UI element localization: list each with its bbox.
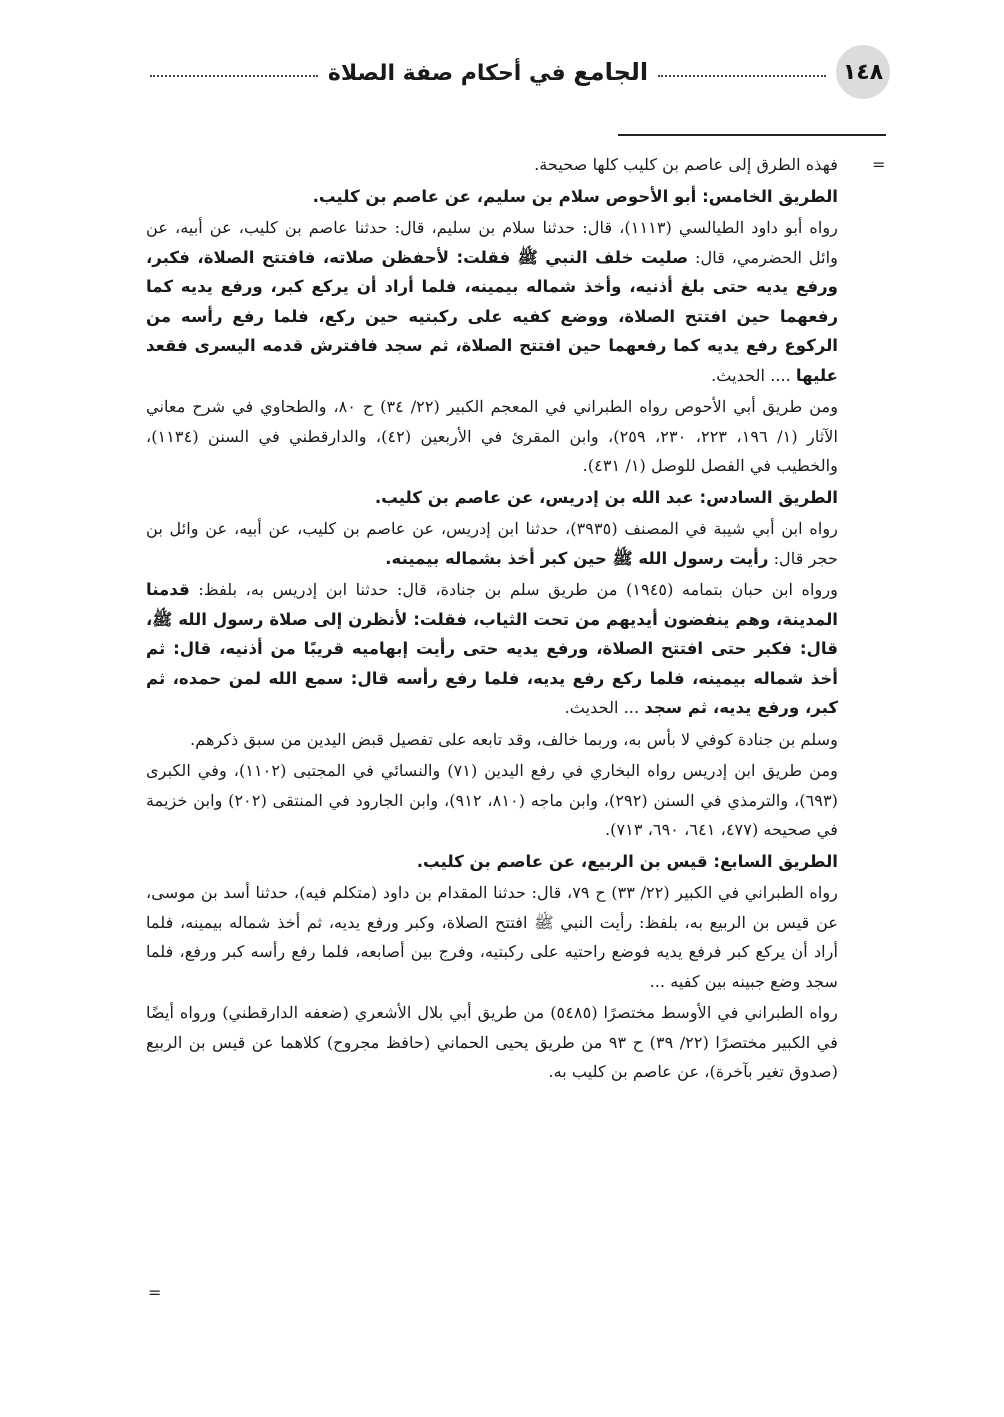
text-segment: رواه أبو داود الطيالسي (١١١٣)، قال: حدثنا سلام بن سليم، قال: حدثنا عاصم بن كليب، عن أبيه، عن وائل الحضرمي، قال:: [146, 218, 838, 267]
footnote-paragraph: [146, 514, 838, 573]
footnote-separator: [618, 134, 886, 136]
bold-text-segment: صليت خلف النبي ﷺ فقلت: لأحفظن صلاته، فافتتح الصلاة، فكبر، ورفع يديه حتى بلغ أذنيه، وأخذ شماله بيمينه، فلما أراد أن يركع كبر، ورفع يديه كما رفعهما حين افتتح الصلاة، ووضع كفيه على ركبتيه حين ركع، فلما رفع رأسه من الركوع رفع يديه كما رفعهما حين افتتح الصلاة، ثم سجد فافترش قدمه اليسرى فقعد عليها: [146, 247, 838, 385]
book-title: [328, 58, 648, 86]
text-segment: ... الحديث.: [564, 698, 645, 717]
footnote-paragraph: [146, 998, 838, 1087]
text-segment: .... الحديث.: [711, 365, 796, 385]
bold-text-segment: الطريق الخامس: أبو الأحوص سلام بن سليم، عن عاصم بن كليب.: [312, 186, 838, 206]
text-segment: رواه الطبراني في الكبير (٢٢/ ٣٣) ح ٧٩، قال: حدثنا المقدام بن داود (متكلم فيه)، حدثنا أسد بن موسى، عن قيس بن الربيع به، بلفظ: رأيت النبي ﷺ افتتح الصلاة، وكبر ورفع يديه، ثم أخذ شماله بيمينه، فلما أراد أن يركع كبر فرفع يديه فوضع راحتيه على ركبتيه، وفرج بين أصابعه، فلما رفع رأسه كبر ورفع، فلما سجد وضع جبينه بين كفيه ...: [146, 883, 838, 991]
running-header: [140, 44, 890, 100]
footnote-paragraph: [146, 756, 838, 845]
footnote-paragraph: [146, 213, 838, 390]
text-segment: فهذه الطرق إلى عاصم بن كليب كلها صحيحة.: [534, 155, 838, 174]
footnote-paragraph: [146, 575, 838, 723]
header-dots-left: [150, 75, 318, 77]
bold-text-segment: قدمنا المدينة، وهم ينفضون أيديهم من تحت الثياب، فقلت: لأنظرن إلى صلاة رسول الله ﷺ، قال: فكبر حتى افتتح الصلاة، ورفع يديه حتى رأيت إبهاميه قريبًا من أذنيه، قال: ثم أخذ شماله بيمينه، فلما ركع رفع يديه، فلما رفع رأسه قال: سمع الله لمن حمده، ثم كبر، ورفع يديه، ثم سجد: [146, 580, 838, 717]
text-segment: وسلم بن جنادة كوفي لا بأس به، وربما خالف، وقد تابعه على تفصيل قبض اليدين من سبق ذكرهم.: [190, 729, 838, 749]
continuation-mark-bottom: =: [148, 1283, 162, 1302]
continuation-mark-top: =: [872, 155, 886, 174]
footnote-paragraph: [146, 483, 838, 513]
text-segment: ومن طريق أبي الأحوص رواه الطبراني في المعجم الكبير (٢٢/ ٣٤) ح ٨٠، والطحاوي في شرح معاني الآثار (١/ ١٩٦، ٢٢٣، ٢٣٠، ٢٥٩)، وابن المقرئ في الأربعين (٤٢)، والدارقطني في السنن (١١٣٤)، والخطيب في الفصل للوصل (١/ ٤٣١).: [146, 397, 839, 475]
footnote-paragraph: [146, 847, 838, 877]
text-segment: ورواه ابن حبان بتمامه (١٩٤٥) من طريق سلم بن جنادة، قال: حدثنا ابن إدريس به، بلفظ:: [189, 580, 838, 599]
bold-text-segment: الطريق السادس: عبد الله بن إدريس، عن عاصم بن كليب.: [374, 487, 838, 507]
book-title-sub: في أحكام صفة الصلاة: [327, 61, 566, 86]
footnote-paragraph: [146, 392, 838, 481]
footnote-paragraph: [146, 150, 838, 180]
text-segment: رواه ابن أبي شيبة في المصنف (٣٩٣٥)، حدثنا ابن إدريس، عن عاصم بن كليب، عن أبيه، عن وائل بن حجر قال:: [146, 519, 838, 568]
bold-text-segment: الطريق السابع: قيس بن الربيع، عن عاصم بن كليب.: [416, 851, 838, 871]
text-segment: رواه الطبراني في الأوسط مختصرًا (٥٤٨٥) من طريق أبي بلال الأشعري (ضعفه الدارقطني) ورواه أيضًا في الكبير مختصرًا (٢٢/ ٣٩) ح ٩٣ من طريق يحيى الحماني (حافظ مجروح) كلاهما عن قيس بن الربيع (صدوق تغير بآخرة)، عن عاصم بن كليب به.: [146, 1003, 839, 1081]
header-dots-right: [658, 75, 826, 77]
book-title-main: الجامع: [573, 58, 649, 86]
footnote-paragraph: [146, 182, 838, 212]
footnote-body: [146, 150, 838, 1087]
page-number: ١٤٨: [836, 45, 890, 99]
bold-text-segment: رأيت رسول الله ﷺ حين كبر أخذ بشماله بيمينه.: [385, 548, 769, 568]
footnote-paragraph: [146, 725, 838, 755]
text-segment: ومن طريق ابن إدريس رواه البخاري في رفع اليدين (٧١) والنسائي في المجتبى (١١٠٢)، وفي الكبرى (٦٩٣)، والترمذي في السنن (٢٩٢)، وابن ماجه (٨١٠، ٩١٢)، وابن الجارود في المنتقى (٢٠٢) وابن خزيمة في صحيحه (٤٧٧، ٦٤١، ٦٩٠، ٧١٣).: [146, 761, 838, 839]
footnote-paragraph: [146, 878, 838, 996]
